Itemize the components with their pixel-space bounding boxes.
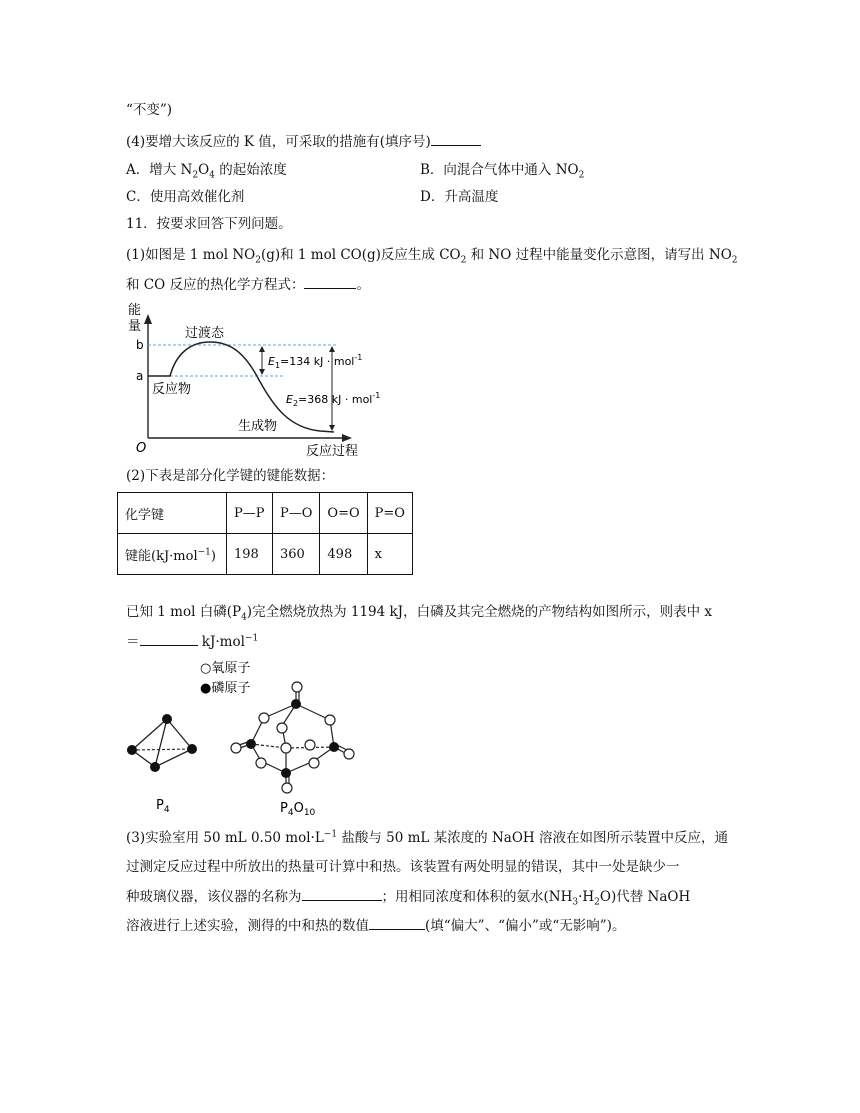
table-header: 化学键 — [118, 493, 227, 534]
reactant-label: 反应物 — [152, 382, 192, 397]
table-header-row — [118, 493, 413, 534]
part-1-line-1: (1)如图是 1 mol $NO_2(g)$和 1 mol CO(g)反应生成 $CO_2$ 和 NO 过程中能量变化示意图，请写出 $NO_2$ — [126, 247, 738, 266]
part-3-line-4: 溶液进行上述实验，测得的中和热的数值 (填“偏大”、“偏小”或“无影响”)。 — [126, 915, 625, 936]
e1-arrow-head-up — [259, 346, 265, 352]
p4-label: $P_4$ — [156, 798, 170, 815]
x-axis-arrow — [342, 434, 352, 442]
option-b: B．向混合气体中通入 $NO_2$ — [420, 162, 585, 181]
answer-blank[interactable] — [431, 131, 481, 146]
question-4: (4)要增大该反应的 K 值，可采取的措施有(填序号) — [126, 131, 481, 152]
e2-arrow-head-down — [329, 425, 335, 431]
e2-text: $E_2=368$ kJ · mol$^{-1}$ — [286, 391, 380, 408]
answer-blank[interactable] — [140, 631, 198, 646]
part-2: (2)下表是部分化学键的键能数据： — [126, 468, 335, 484]
table-cell: 360 — [273, 534, 320, 575]
part-3-line-2: 过测定反应过程中所放出的热量可计算中和热。该装置有两处明显的错误，其中一处是缺少一 — [126, 859, 680, 875]
part-2-line-2: ＝ kJ·mol$^{-1}$ — [126, 631, 258, 652]
molecule-figure — [120, 652, 380, 820]
y-axis-label-2: 量 — [128, 319, 142, 334]
option-a: A．增大 $N_2O_4$ 的起始浓度 — [126, 162, 287, 181]
answer-blank[interactable] — [302, 886, 382, 901]
table-header: P—O — [273, 493, 320, 534]
y-axis-label-1: 能 — [128, 303, 142, 318]
answer-blank[interactable] — [369, 915, 425, 930]
text-line-1: “不变”) — [126, 102, 173, 118]
option-d: D．升高温度 — [420, 189, 499, 205]
answer-blank[interactable] — [304, 274, 356, 289]
table-row-label: 键能(kJ·mol$^{-1}$) — [118, 534, 227, 575]
e1-arrow-head-down — [259, 369, 265, 375]
e2-arrow-head-up — [329, 346, 335, 352]
transition-state-label: 过渡态 — [185, 326, 225, 341]
level-b-label: b — [136, 338, 144, 352]
legend-phosphorus: ●磷原子 — [200, 681, 251, 696]
level-a-label: a — [136, 369, 144, 383]
energy-diagram — [120, 298, 380, 458]
e1-text: $E_1=134$ kJ · mol$^{-1}$ — [268, 353, 363, 370]
table-row — [118, 534, 413, 575]
table-header: P—P — [227, 493, 273, 534]
legend-oxygen: ○氧原子 — [200, 661, 251, 676]
part-1-line-2: 和 CO 反应的热化学方程式： 。 — [126, 274, 370, 295]
p4-molecule — [127, 714, 197, 772]
x-axis-label: 反应过程 — [306, 444, 359, 458]
y-axis-arrow — [144, 314, 152, 324]
table-cell: 498 — [320, 534, 367, 575]
bond-energy-table — [117, 492, 413, 575]
p4o10-atoms — [231, 682, 354, 793]
table-header: O=O — [320, 493, 367, 534]
p4o10-label: $P_4O_{10}$ — [280, 801, 316, 818]
part-3-line-3: 种玻璃仪器，该仪器的名称为 ；用相同浓度和体积的氨水$(NH_3\cdot H_2O)$代替 NaOH — [126, 886, 690, 907]
option-c: C．使用高效催化剂 — [126, 189, 245, 205]
part-3-line-1: (3)实验室用 50 mL 0.50 $mol\cdot L^{-1}$ 盐酸与 50 mL 某浓度的 NaOH 溶液在如图所示装置中反应，通 — [126, 829, 728, 846]
table-header: P=O — [367, 493, 412, 534]
part-2-line-1: 已知 1 mol 白磷$(P_4)$完全燃烧放热为 1194 kJ，白磷及其完全燃烧的产物结构如图所示，则表中 x — [126, 604, 712, 623]
origin-label: O — [136, 441, 147, 456]
product-label: 生成物 — [238, 419, 278, 434]
table-cell: x — [367, 534, 412, 575]
question-11-title: 11．按要求回答下列问题。 — [126, 216, 292, 232]
table-cell: 198 — [227, 534, 273, 575]
